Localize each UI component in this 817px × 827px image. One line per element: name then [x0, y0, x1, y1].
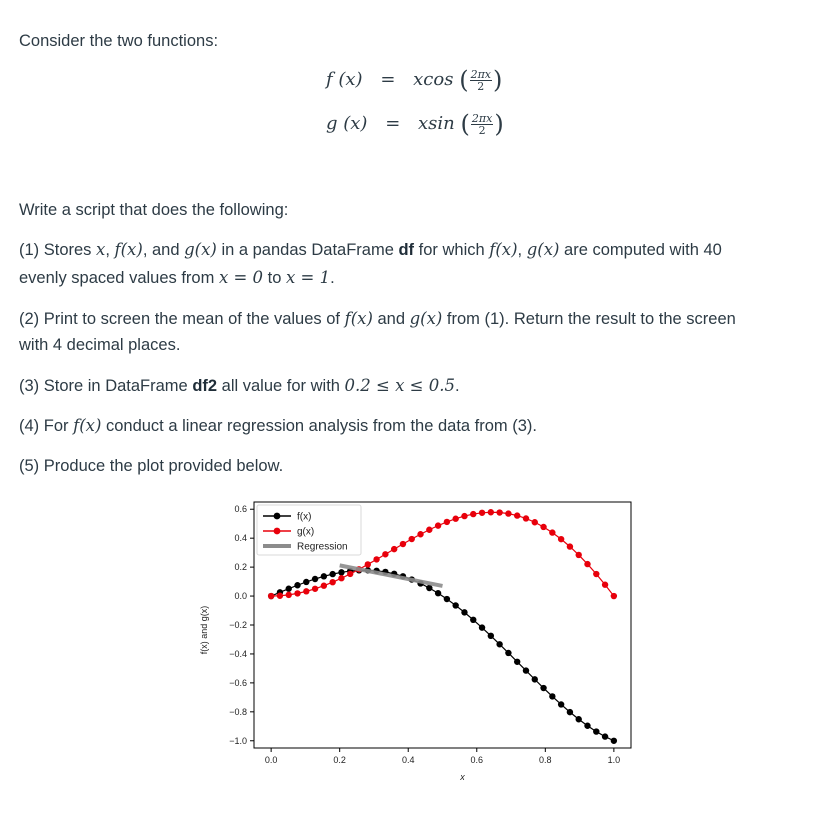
legend-marker: [274, 528, 281, 535]
x-tick-label: 0.4: [401, 755, 415, 765]
math-gx: g(x): [526, 240, 560, 259]
fraction-numerator: 2πx: [470, 67, 492, 81]
fx-series-point: [470, 617, 476, 623]
gx-series-point: [505, 510, 511, 516]
step-1-text: (1) Stores: [19, 241, 97, 259]
left-paren: (: [459, 66, 469, 94]
equals-sign: =: [385, 113, 401, 134]
fx-series-point: [461, 609, 467, 615]
step-1-text: to: [263, 269, 286, 287]
math-fx: f(x): [489, 240, 518, 259]
right-paren: ): [494, 110, 504, 138]
step-5: (5) Produce the plot provided below.: [19, 457, 284, 475]
gx-series-point: [496, 509, 502, 515]
fx-series-point: [444, 596, 450, 602]
y-tick-label: 0.0: [234, 591, 247, 602]
step-3: [19, 372, 460, 400]
step-2-line-1: [19, 305, 736, 333]
fx-series-point: [321, 573, 327, 579]
fx-series-point: [303, 579, 309, 585]
fraction: [470, 69, 492, 92]
fraction-numerator: 2πx: [471, 111, 493, 125]
fx-series-point: [523, 667, 529, 673]
gx-series-point: [329, 579, 335, 585]
x-axis-label: x: [460, 772, 465, 782]
fx-series-point: [312, 576, 318, 582]
math-x: x: [96, 240, 106, 259]
math-condition: 0.2 ≤ x ≤ 0.5: [344, 376, 455, 395]
step-1-text: evenly spaced values from: [19, 269, 219, 287]
x-tick-label: 0.0: [264, 755, 278, 765]
step-1-text: ,: [517, 241, 527, 259]
fx-series-point: [558, 701, 564, 707]
fx-series-point: [329, 571, 335, 577]
equation-f-lhs: f (x): [326, 69, 363, 90]
gx-series-point: [576, 552, 582, 558]
fx-series-point: [567, 709, 573, 715]
math-fx: f(x): [114, 240, 143, 259]
gx-series-point: [593, 571, 599, 577]
gx-series-point: [461, 513, 467, 519]
fx-series-line: [271, 570, 614, 741]
gx-series-point: [488, 509, 494, 515]
gx-series-point: [532, 519, 538, 525]
step-2-line-2: with 4 decimal places.: [19, 336, 181, 354]
gx-series-point: [303, 588, 309, 594]
gx-series-point: [523, 515, 529, 521]
gx-series-point: [452, 516, 458, 522]
fx-series-point: [479, 624, 485, 630]
task-intro: Write a script that does the following:: [19, 201, 289, 219]
y-tick-label: −0.8: [229, 706, 247, 717]
step-1-text: are computed with 40: [559, 241, 722, 259]
regression-line: [340, 565, 443, 586]
fx-series-point: [602, 733, 608, 739]
fx-series-point: [593, 728, 599, 734]
gx-series-point: [391, 546, 397, 552]
y-tick-label: −0.6: [229, 677, 247, 688]
x-tick-label: 1.0: [607, 755, 621, 765]
right-paren: ): [493, 66, 503, 94]
equation-f-rhs: xcos: [413, 69, 454, 90]
gx-series-point: [470, 511, 476, 517]
gx-series-point: [338, 575, 344, 581]
function-plot: [190, 495, 640, 795]
fx-series-point: [286, 586, 292, 592]
step-2-text: (2) Print to screen the mean of the values of: [19, 310, 345, 328]
y-tick-label: −0.4: [229, 648, 247, 659]
y-axis-label: f(x) and g(x): [199, 605, 209, 655]
legend-label: g(x): [297, 526, 315, 538]
gx-series-point: [611, 593, 617, 599]
step-1-text: ,: [105, 241, 115, 259]
fx-series-point: [514, 659, 520, 665]
y-tick-label: 0.6: [234, 504, 247, 515]
fx-series-point: [294, 582, 300, 588]
fx-series-point: [584, 723, 590, 729]
step-1-text: in a pandas DataFrame: [216, 241, 399, 259]
y-tick-label: −0.2: [229, 620, 247, 630]
step-1-line-2: [19, 264, 335, 292]
gx-series-point: [558, 536, 564, 542]
left-paren: (: [460, 110, 470, 138]
y-tick-label: −1.0: [229, 735, 247, 746]
gx-series-point: [321, 583, 327, 589]
gx-series-point: [373, 556, 379, 562]
step-1-text: for which: [414, 241, 490, 259]
step-4-text: conduct a linear regression analysis from the data from (3).: [101, 417, 538, 435]
gx-series-point: [277, 593, 283, 599]
gx-series-point: [426, 527, 432, 533]
fx-series-point: [505, 650, 511, 656]
math-range-start: x = 0: [218, 268, 264, 287]
x-tick-label: 0.8: [539, 755, 552, 765]
math-gx: g(x): [184, 240, 217, 259]
gx-series-point: [400, 541, 406, 547]
fx-series-point: [496, 641, 502, 647]
df2-name: df2: [192, 377, 218, 395]
fraction-denominator: 2: [477, 79, 485, 93]
legend-label: Regression: [297, 541, 348, 553]
gx-series-point: [444, 519, 450, 525]
x-tick-label: 0.2: [333, 755, 346, 765]
step-3-text: all value for with: [217, 377, 345, 395]
step-3-text: .: [454, 377, 460, 395]
fx-series-point: [611, 738, 617, 744]
fx-series-point: [549, 693, 555, 699]
fx-series-point: [532, 676, 538, 682]
df-name: df: [398, 241, 415, 259]
x-tick-label: 0.6: [470, 755, 484, 765]
fx-series-point: [452, 602, 458, 608]
gx-series-point: [540, 524, 546, 530]
gx-series-point: [286, 592, 292, 598]
step-4-text: (4) For: [19, 417, 74, 435]
equation-f: [326, 66, 502, 94]
step-2-text: from (1). Return the result to the screen: [442, 310, 736, 328]
equals-sign: =: [380, 69, 396, 90]
math-range-end: x = 1: [286, 268, 331, 287]
gx-series-point: [479, 510, 485, 516]
math-fx: f(x): [344, 309, 373, 328]
fx-series-point: [540, 685, 546, 691]
fraction: [471, 113, 493, 136]
gx-series-point: [417, 531, 423, 537]
gx-series-point: [567, 543, 573, 549]
gx-series-point: [268, 593, 274, 599]
math-gx: g(x): [409, 309, 443, 328]
step-1-text: .: [330, 269, 335, 287]
intro-text: Consider the two functions:: [19, 32, 219, 50]
legend-marker: [274, 513, 281, 520]
gx-series-point: [602, 582, 608, 588]
equation-g-lhs: g (x): [326, 113, 368, 134]
step-4: [19, 412, 537, 440]
step-1-text: , and: [142, 241, 185, 259]
step-3-text: (3) Store in DataFrame: [19, 377, 193, 395]
gx-series-point: [382, 551, 388, 557]
step-1-line-1: [19, 236, 722, 264]
equation-g-rhs: xsin: [418, 113, 455, 134]
fx-series-point: [488, 633, 494, 639]
gx-series-point: [365, 561, 371, 567]
gx-series-point: [514, 512, 520, 518]
equation-g: [326, 110, 504, 138]
fraction-denominator: 2: [478, 123, 486, 137]
y-tick-label: 0.2: [234, 562, 247, 573]
gx-series-point: [294, 590, 300, 596]
gx-series-point: [584, 561, 590, 567]
fx-series-point: [435, 590, 441, 596]
gx-series-point: [435, 522, 441, 528]
fx-series-point: [338, 569, 344, 575]
fx-series-point: [576, 716, 582, 722]
y-tick-label: 0.4: [234, 533, 247, 544]
gx-series-point: [549, 529, 555, 535]
step-2-text: and: [372, 310, 410, 328]
math-fx: f(x): [73, 416, 102, 435]
gx-series-point: [409, 536, 415, 542]
gx-series-point: [347, 571, 353, 577]
legend-label: f(x): [297, 511, 312, 523]
gx-series-point: [312, 586, 318, 592]
